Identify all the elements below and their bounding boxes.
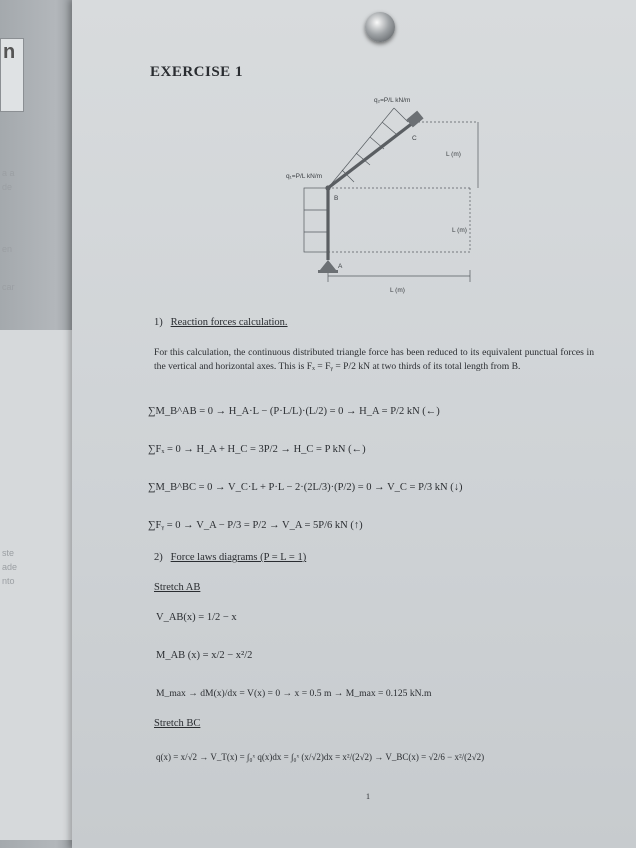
section-number: 2) [154,552,163,563]
edge-text: de [2,182,13,192]
load-line-outer [328,108,394,188]
body-paragraph: For this calculation, the continuous distributed triangle force has been reduced to its equivalent punctual forces in the vertical and horizontal axes. This is Fₓ = Fᵧ = P/2 kN at two thirds of its total length from B. [154,347,594,372]
load-label-left: q₁=P/L kN/m [286,173,323,180]
equation-m-max: M_max → dM(x)/dx = V(x) = 0 → x = 0.5 m → M_max = 0.125 kN.m [156,688,432,699]
edge-text: car [2,282,15,292]
card-letter: n [3,41,16,63]
section-number: 1) [154,317,163,328]
exercise-title: EXERCISE 1 [150,64,243,80]
dim-label: L (m) [452,227,467,234]
exercise-sheet [72,0,636,848]
edge-text: a a [2,168,15,178]
member-bc [328,122,414,188]
load-label-top: q₂=P/L kN/m [374,97,411,104]
equation-sum-fx: ∑Fₓ = 0 → H_A + H_C = 3P/2 → H_C = P kN (←) [148,444,366,455]
node-label-b: B [334,195,339,202]
edge-text: ste [2,548,15,558]
stretch-ab-heading: Stretch AB [154,582,201,593]
pinned-card [0,38,24,112]
section-heading: Reaction forces calculation. [170,317,288,328]
pushpin-icon [365,12,395,42]
dim-label: L (m) [390,287,405,294]
frame-diagram [274,92,484,302]
page-number: 1 [366,792,370,801]
equation-moment-ab: ∑M_B^AB = 0 → H_A·L − (P·L/L)·(L/2) = 0 → H_A = P/2 kN (←) [148,406,440,417]
equation-sum-fy: ∑Fᵧ = 0 → V_A − P/3 = P/2 → V_A = 5P/6 kN (↑) [148,520,363,531]
section-heading: Force laws diagrams (P = L = 1) [170,552,307,563]
dim-label: L (m) [446,151,461,158]
pin-support-a [320,260,336,270]
node-label-c: C [412,135,417,142]
edge-text: nto [2,576,15,586]
equation-m-ab: M_AB (x) = x/2 − x²/2 [156,650,253,661]
section1-header [154,317,288,328]
section2-header [154,552,306,563]
node-label-a: A [338,263,343,270]
hinge-b [325,185,330,190]
equation-v-ab: V_AB(x) = 1/2 − x [156,612,237,623]
edge-text: en [2,244,13,254]
equation-q-bc: q(x) = x/√2 → V_T(x) = ∫₀ˣ q(x)dx = ∫₀ˣ (x/√2)dx = x²/(2√2) → V_BC(x) = √2/6 − x²/(2√2) [156,752,485,762]
stretch-bc-heading: Stretch BC [154,718,201,729]
edge-text: ade [2,562,18,572]
equation-moment-bc: ∑M_B^BC = 0 → V_C·L + P·L − 2·(2L/3)·(P/2) = 0 → V_C = P/3 kN (↓) [148,482,463,493]
